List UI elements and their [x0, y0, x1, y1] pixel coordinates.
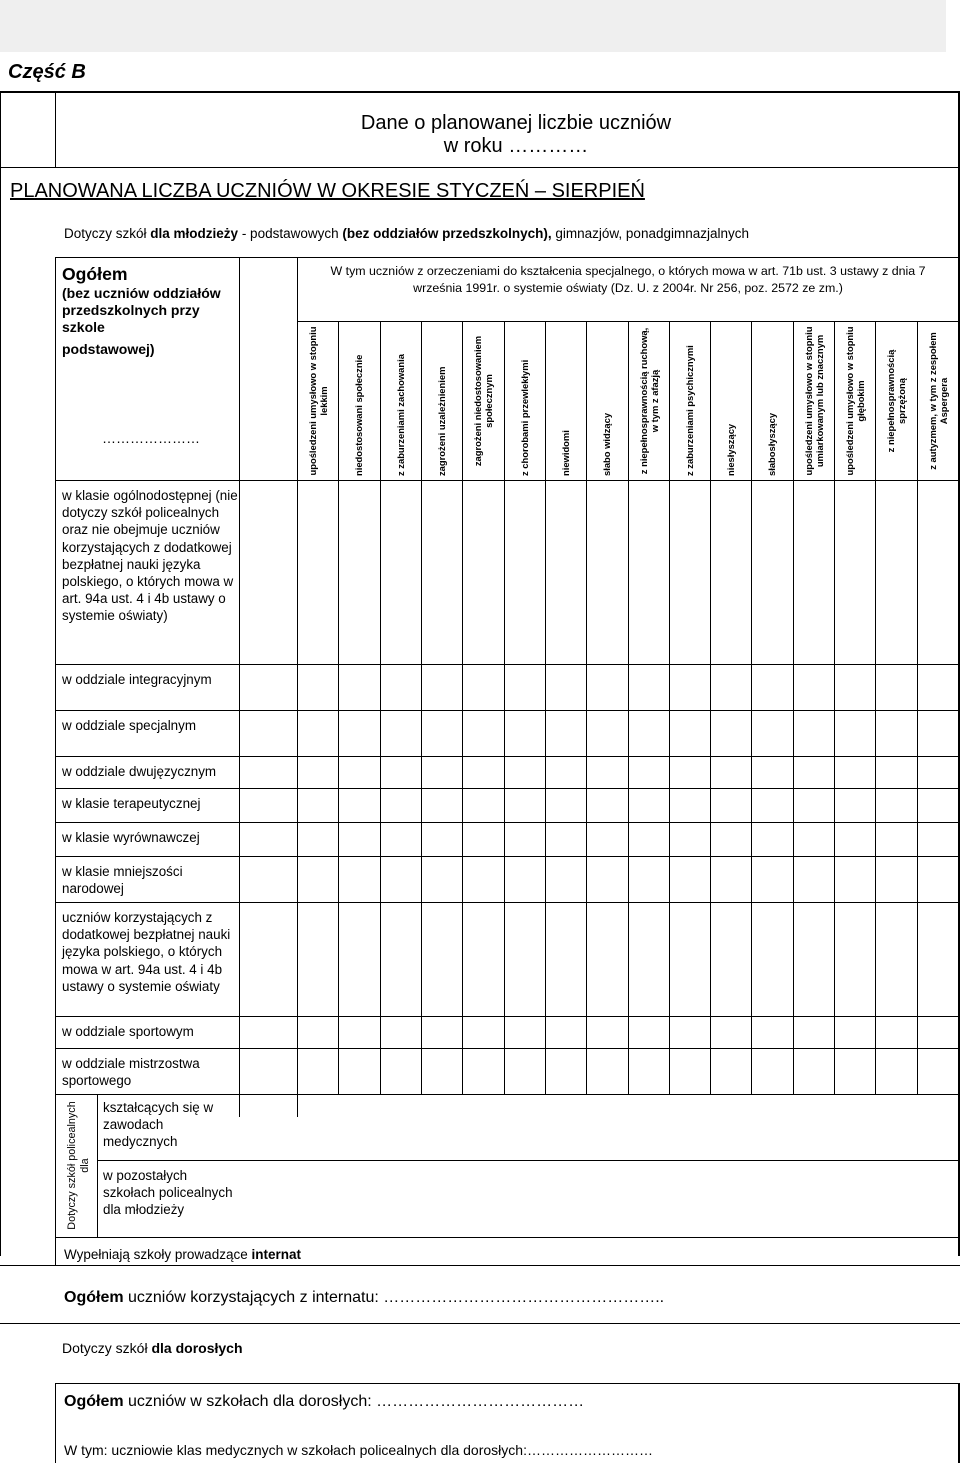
column-divider [338, 322, 339, 1094]
policealne-row-medical: kształcących się w zawodach medycznych [103, 1100, 214, 1150]
adult-line [62, 1340, 243, 1356]
youth-bold: dla młodzieży [150, 226, 239, 241]
internat-total-dots[interactable]: …………………………………………….. [383, 1289, 665, 1306]
row-label: w klasie ogólnodostępnej (nie dotyczy szkół policealnych oraz nie obejmuje uczniów korzystających z dodatkowej bezpłatnej nauki języka polskiego, o których mowa w art. 94a ust. 4 i 4b ustawy o systemie oświaty) [62, 488, 238, 624]
column-header [545, 322, 586, 480]
adult-top-line [0, 1323, 960, 1324]
column-divider [751, 322, 752, 1094]
heading-line2: w roku ………… [443, 135, 589, 157]
planned-title-text: PLANOWANA LICZBA UCZNIÓW W OKRESIE STYCZEŃ – SIERPIEŃ [10, 180, 645, 202]
row-divider [55, 1048, 960, 1049]
internat-bottom-line [0, 1265, 960, 1266]
row-label: w klasie terapeutycznej [62, 796, 201, 811]
row-divider [55, 756, 960, 757]
column-header-label: słabo widzący [601, 412, 613, 476]
policealne-side-wrap [60, 1094, 98, 1237]
youth-line [64, 226, 749, 241]
row-divider [55, 1094, 960, 1095]
adult-box-top [55, 1383, 960, 1384]
total-line2: (bez uczniów oddziałów [62, 285, 221, 301]
total-line3: przedszkolnych przy szkole [62, 302, 200, 335]
policealne-bottom-line [55, 1237, 960, 1238]
policealne-side-label: Dotyczy szkół policealnych dla [66, 1101, 91, 1230]
column-header-label: z niepełnosprawnością sprzężoną [885, 349, 908, 453]
row-divider [55, 788, 960, 789]
column-header [380, 322, 421, 480]
column-divider [834, 322, 835, 1094]
part-title: Część B [8, 61, 86, 83]
row-divider [55, 822, 960, 823]
column-header [504, 322, 545, 480]
column-header-label: z niepełnosprawnością ruchową, w tym z afazją [637, 327, 660, 475]
special-header: W tym uczniów z orzeczeniami do kształcenia specjalnego, o których mowa w art. 71b ust. 3 ustawy z dnia 7 września 1991r. o systemie oświaty (Dz. U. z 2004r. Nr 256, poz. 2572 ze zm.) [330, 264, 926, 295]
internat-line [64, 1247, 301, 1262]
column-header [793, 322, 834, 480]
column-header [628, 322, 669, 480]
internat-total-bold: Ogółem [64, 1289, 124, 1306]
adult-medical-line [64, 1442, 653, 1458]
column-divider [586, 322, 587, 1094]
top-gray-band [0, 0, 946, 52]
heading-bottom-line [0, 167, 960, 168]
row-label: w oddziale specjalnym [62, 718, 196, 733]
row-label: w klasie mniejszości narodowej [62, 864, 183, 897]
column-divider [380, 322, 381, 1094]
internat-prefix: Wypełniają szkoły prowadzące [64, 1247, 252, 1262]
planned-title [10, 180, 645, 203]
column-header [751, 322, 792, 480]
column-divider [710, 322, 711, 1094]
column-header-label: z chorobami przewlekłymi [518, 359, 530, 476]
total-input-dots[interactable]: ………………… [102, 430, 200, 446]
adult-prefix: Dotyczy szkół [62, 1340, 152, 1356]
column-header-label: z zaburzeniami zachowania [394, 354, 406, 476]
column-header-label: niewidomi [560, 430, 572, 476]
youth-prefix: Dotyczy szkół [64, 226, 151, 241]
heading-block [56, 112, 960, 158]
column-header [586, 322, 627, 480]
row-label: w oddziale dwujęzycznym [62, 764, 217, 779]
table-left-line [55, 257, 56, 1266]
row-divider [55, 1016, 960, 1017]
adult-bold: dla dorosłych [151, 1340, 243, 1356]
row-label: w oddziale mistrzostwa sportowego [62, 1056, 200, 1089]
internat-total-text: uczniów korzystających z internatu: [123, 1289, 384, 1306]
table-top-line [55, 257, 960, 258]
total-cell [62, 263, 242, 446]
column-header-label: upośledzeni umysłowo w stopniu umiarkowanym lub znacznym [802, 326, 825, 476]
column-divider [421, 322, 422, 1094]
row-divider [55, 664, 960, 665]
row-label: uczniów korzystających z dodatkowej bezpłatnej nauki języka polskiego, o których mowa w art. 94a ust. 4 i 4b ustawy o systemie oświaty [62, 910, 231, 994]
adult-total-dots[interactable]: ………………………………… [376, 1393, 585, 1410]
column-header [917, 322, 958, 480]
youth-suffix: gimnazjów, ponadgimnazjalnych [551, 226, 750, 241]
total-title: Ogółem [62, 264, 128, 284]
row-label: w oddziale integracyjnym [62, 672, 212, 687]
frame-left-line [0, 91, 1, 1256]
column-header [297, 322, 338, 480]
row-divider [55, 856, 960, 857]
row-label: w oddziale sportowym [62, 1024, 194, 1039]
policealne-mid-line [97, 1160, 960, 1161]
row-divider [55, 710, 960, 711]
adult-medical-dots[interactable]: :……………………… [523, 1442, 653, 1458]
column-header-label: zagrożeni niedostosowaniem społecznym [471, 335, 494, 467]
column-divider [875, 322, 876, 1094]
column-divider [545, 322, 546, 1094]
total-line4: podstawowej) [62, 341, 155, 357]
column-header [710, 322, 751, 480]
heading-line1: Dane o planowanej liczbie uczniów [360, 112, 672, 134]
column-header-label: niedostosowani społecznie [353, 354, 365, 476]
internat-bold: internat [251, 1247, 301, 1262]
column-header-label: z autyzmem, w tym z zespołem Aspergera [926, 332, 949, 470]
column-divider [628, 322, 629, 1094]
column-header-label: upośledzeni umysłowo w stopniu lekkim [306, 326, 329, 476]
column-divider [669, 322, 670, 1094]
adult-box-left [55, 1383, 56, 1463]
column-header-bottom-line [55, 480, 960, 481]
row-label: w klasie wyrównawczej [62, 830, 200, 845]
youth-bold2: (bez oddziałów przedszkolnych), [342, 226, 552, 241]
column-divider [917, 322, 918, 1094]
column-header-label: zagrożeni uzależnieniem [436, 366, 448, 476]
frame-top-line [0, 91, 960, 93]
policealne-row-other: w pozostałych szkołach policealnych dla młodzieży [103, 1168, 233, 1218]
column-header [421, 322, 462, 480]
adult-total-text: uczniów w szkołach dla dorosłych: [123, 1393, 377, 1410]
column-header-label: niesłyszący [725, 423, 737, 476]
column-divider [793, 322, 794, 1094]
column-header [462, 322, 503, 480]
row-divider [55, 902, 960, 903]
youth-middle: - podstawowych [238, 226, 343, 241]
adult-total-line [64, 1393, 584, 1411]
column-header-label: słabosłyszący [766, 412, 778, 476]
column-header [834, 322, 875, 480]
column-divider [462, 322, 463, 1094]
column-divider [504, 322, 505, 1094]
column-header [875, 322, 916, 480]
column-header-label: z zaburzeniami psychicznymi [683, 345, 695, 476]
column-header [669, 322, 710, 480]
adult-medical-text: W tym: uczniowie klas medycznych w szkołach policealnych dla dorosłych [64, 1442, 524, 1458]
internat-total-line [64, 1289, 664, 1307]
column-header-label: upośledzeni umysłowo w stopniu głębokim [843, 326, 866, 476]
column-header [338, 322, 379, 480]
adult-total-bold: Ogółem [64, 1393, 124, 1410]
